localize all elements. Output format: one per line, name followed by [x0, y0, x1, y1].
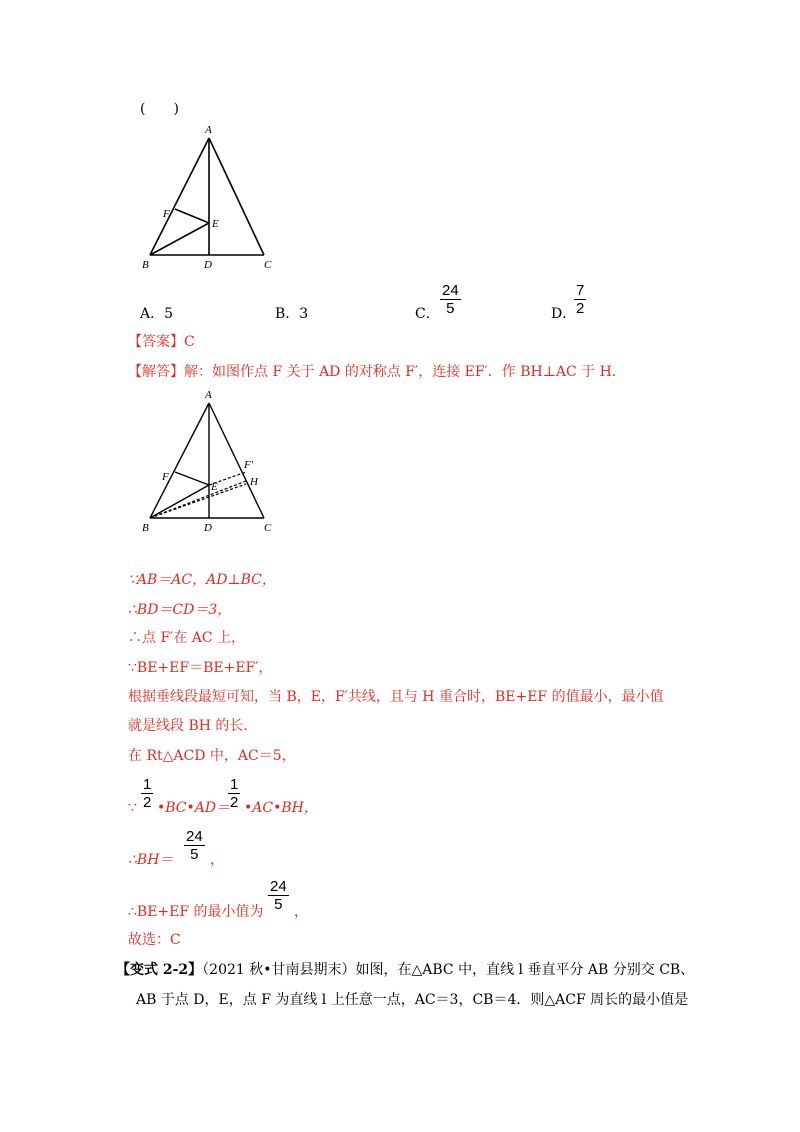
solution-text: 解：如图作点 F 关于 AD 的对称点 F′，连接 EF′．作 BH⊥AC 于 H． — [184, 364, 626, 380]
step-9-prefix: ∴BH＝ — [128, 852, 174, 868]
step-2: ∴BD＝CD＝3， — [128, 602, 232, 618]
label-c: C — [264, 259, 272, 271]
option-d-label: D． — [551, 306, 577, 322]
label-d: D — [204, 259, 212, 271]
option-a: A．5 — [140, 306, 174, 322]
step-10-fraction — [268, 879, 289, 913]
step-8-prefix: ∵ — [128, 800, 137, 816]
answer-line — [128, 333, 195, 351]
answer-bracket: ( ) — [140, 101, 179, 117]
denominator: 2 — [230, 794, 239, 811]
label-e: E — [211, 481, 218, 493]
next-problem-line-2: AB 于点 D，E，点 F 为直线 l 上任意一点，AC＝3，CB＝4．则△ACF 周长的最小值是 — [136, 992, 689, 1008]
option-c-label: C． — [415, 306, 440, 322]
label-f: F — [162, 471, 169, 483]
solution-tag: 【解答】 — [128, 364, 184, 380]
next-problem-tag: 【变式 2-2】 — [116, 962, 203, 978]
label-b: B — [142, 259, 149, 271]
step-8-fraction-1 — [141, 777, 153, 811]
option-b: B．3 — [275, 306, 309, 322]
step-11: 故选：C — [128, 932, 181, 948]
label-h: H — [250, 476, 258, 488]
solution-line — [128, 363, 626, 381]
label-f-prime: F′ — [244, 459, 254, 471]
option-d-fraction — [574, 283, 586, 317]
next-problem-line-1 — [116, 961, 694, 979]
step-6: 就是线段 BH 的长． — [128, 718, 258, 734]
step-7: 在 Rt△ACD 中，AC＝5， — [128, 748, 296, 764]
triangle-figure-1 — [136, 118, 282, 273]
step-8-middle: •BC•AD＝ — [157, 800, 231, 816]
option-c-fraction — [440, 283, 461, 317]
denominator: 5 — [190, 846, 199, 863]
label-a: A — [205, 124, 212, 136]
step-3: ∴点 F′在 AC 上， — [128, 630, 246, 646]
label-b: B — [142, 522, 149, 534]
denominator: 2 — [576, 300, 585, 317]
step-8-end: •AC•BH， — [244, 800, 318, 816]
denominator: 5 — [274, 896, 283, 913]
step-9-end: ， — [210, 852, 224, 868]
denominator: 2 — [143, 794, 152, 811]
step-10-end: ， — [294, 904, 308, 920]
numerator: 24 — [186, 828, 203, 845]
step-8-fraction-2 — [228, 777, 240, 811]
numerator: 1 — [230, 776, 239, 793]
step-4: ∵BE+EF＝BE+EF′， — [128, 660, 273, 676]
answer-tag: 【答案】 — [128, 334, 184, 350]
numerator: 24 — [442, 282, 459, 299]
label-d: D — [204, 522, 212, 534]
numerator: 1 — [143, 776, 152, 793]
denominator: 5 — [446, 300, 455, 317]
label-f: F — [163, 208, 170, 220]
label-e: E — [212, 218, 219, 230]
step-5: 根据垂线段最短可知，当 B，E，F′共线，且与 H 重合时，BE+EF 的值最小，最小值 — [128, 689, 664, 705]
triangle-figure-2 — [136, 386, 286, 538]
step-9-fraction — [184, 829, 205, 863]
numerator: 24 — [270, 878, 287, 895]
label-c: C — [264, 522, 272, 534]
answer-value: C — [184, 334, 195, 350]
numerator: 7 — [576, 282, 585, 299]
step-1: ∵AB＝AC，AD⊥BC， — [128, 572, 276, 588]
next-problem-text: （2021 秋•甘南县期末）如图，在△ABC 中，直线 l 垂直平分 AB 分别交 CB、 — [202, 962, 695, 978]
label-a: A — [205, 389, 212, 401]
step-10-prefix: ∴BE+EF 的最小值为 — [128, 904, 264, 920]
